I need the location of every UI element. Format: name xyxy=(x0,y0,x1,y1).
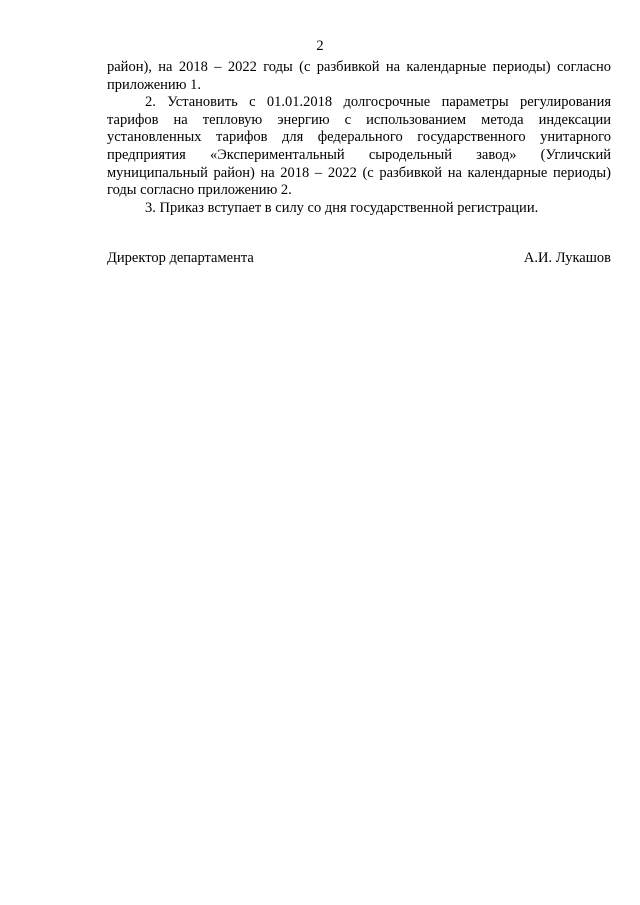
signature-block xyxy=(107,249,611,267)
paragraph-item-2: 2. Установить с 01.01.2018 долгосрочные параметры регулирования тарифов на тепловую энергию с использованием метода индексации установленных тарифов для федерального государственного унитарного предприятия «Экспериментальный сыродельный завод» (Угличский муниципальный район) на 2018 – 2022 (с разбивкой на календарные периоды) годы согласно приложению 2. xyxy=(107,94,611,199)
signatory-name: А.И. Лукашов xyxy=(523,250,611,266)
page-number: 2 xyxy=(316,38,324,54)
paragraph-continuation: район), на 2018 – 2022 годы (с разбивкой на календарные периоды) согласно приложению 1. xyxy=(107,59,611,93)
document-body xyxy=(107,59,611,217)
signatory-position: Директор департамента xyxy=(107,250,254,266)
paragraph-item-3: 3. Приказ вступает в силу со дня государственной регистрации. xyxy=(145,199,539,216)
